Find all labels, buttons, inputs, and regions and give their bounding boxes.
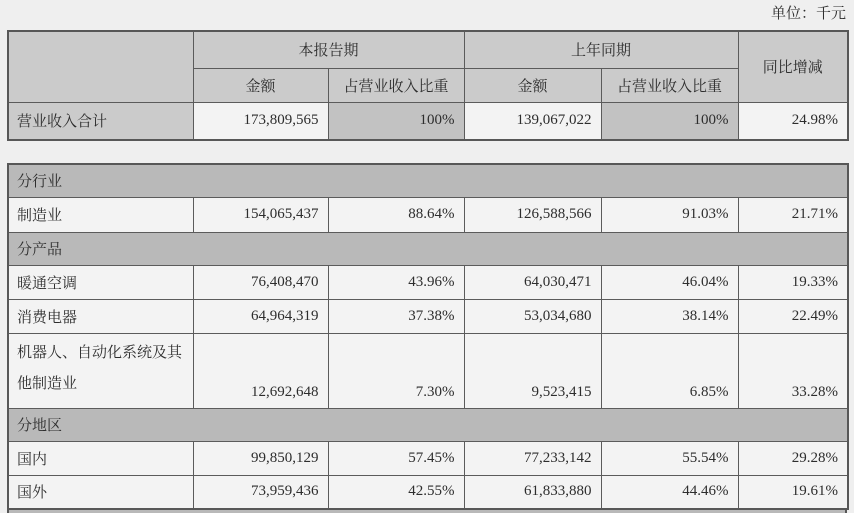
cell-prior-share: 38.14% [601,299,738,333]
row-label: 消费电器 [8,299,193,333]
cell-current-amount: 76,408,470 [193,265,328,299]
section-title: 分地区 [8,408,848,441]
col-header-prior-share: 占营业收入比重 [601,68,738,102]
cell-prior-share: 91.03% [601,197,738,232]
cell-yoy-change: 22.49% [738,299,848,333]
cell-current-amount: 173,809,565 [193,102,328,140]
cell-prior-amount: 61,833,880 [464,475,601,509]
revenue-summary-table [7,30,849,141]
cell-current-amount: 99,850,129 [193,441,328,475]
cell-current-share: 42.55% [328,475,464,509]
cell-current-amount: 154,065,437 [193,197,328,232]
cell-current-amount: 73,959,436 [193,475,328,509]
row-label: 制造业 [8,197,193,232]
section-row-by-industry [8,164,848,197]
cell-prior-amount: 139,067,022 [464,102,601,140]
cell-current-share: 7.30% [328,333,464,408]
table-row-robotics-automation [8,333,848,408]
row-label: 营业收入合计 [8,102,193,140]
table-row-overseas [8,475,848,509]
table-row-manufacturing [8,197,848,232]
cell-yoy-change: 19.33% [738,265,848,299]
col-header-current-period: 本报告期 [193,31,464,68]
revenue-breakdown-table [7,163,849,510]
cell-prior-amount: 126,588,566 [464,197,601,232]
section-row-by-region [8,408,848,441]
col-header-prior-amount: 金额 [464,68,601,102]
cell-prior-share: 6.85% [601,333,738,408]
table-row-consumer-appliances [8,299,848,333]
cell-yoy-change: 29.28% [738,441,848,475]
cell-current-amount: 12,692,648 [193,333,328,408]
row-label: 暖通空调 [8,265,193,299]
col-header-current-amount: 金额 [193,68,328,102]
cell-current-share: 100% [328,102,464,140]
cell-current-share: 57.45% [328,441,464,475]
cell-yoy-change: 19.61% [738,475,848,509]
col-header-current-share: 占营业收入比重 [328,68,464,102]
row-label: 机器人、自动化系统及其他制造业 [8,333,193,408]
cell-current-amount: 64,964,319 [193,299,328,333]
cell-prior-amount: 77,233,142 [464,441,601,475]
cell-prior-amount: 9,523,415 [464,333,601,408]
section-title: 分行业 [8,164,848,197]
section-title: 分产品 [8,232,848,265]
cell-current-share: 43.96% [328,265,464,299]
cell-prior-share: 44.46% [601,475,738,509]
cell-prior-share: 55.54% [601,441,738,475]
cell-prior-amount: 53,034,680 [464,299,601,333]
cell-yoy-change: 33.28% [738,333,848,408]
cell-yoy-change: 24.98% [738,102,848,140]
row-label: 国外 [8,475,193,509]
col-header-prior-period: 上年同期 [464,31,738,68]
row-label: 国内 [8,441,193,475]
corner-cell [8,31,193,102]
total-revenue-row [8,102,848,140]
section-row-by-product [8,232,848,265]
cell-prior-amount: 64,030,471 [464,265,601,299]
cell-yoy-change: 21.71% [738,197,848,232]
cell-current-share: 37.38% [328,299,464,333]
cell-prior-share: 46.04% [601,265,738,299]
unit-label: 单位：千元 [770,6,846,22]
table-header-row-periods [8,31,848,68]
cell-current-share: 88.64% [328,197,464,232]
cell-prior-share: 100% [601,102,738,140]
table-row-domestic [8,441,848,475]
table-row-hvac [8,265,848,299]
col-header-yoy-change: 同比增减 [738,31,848,102]
